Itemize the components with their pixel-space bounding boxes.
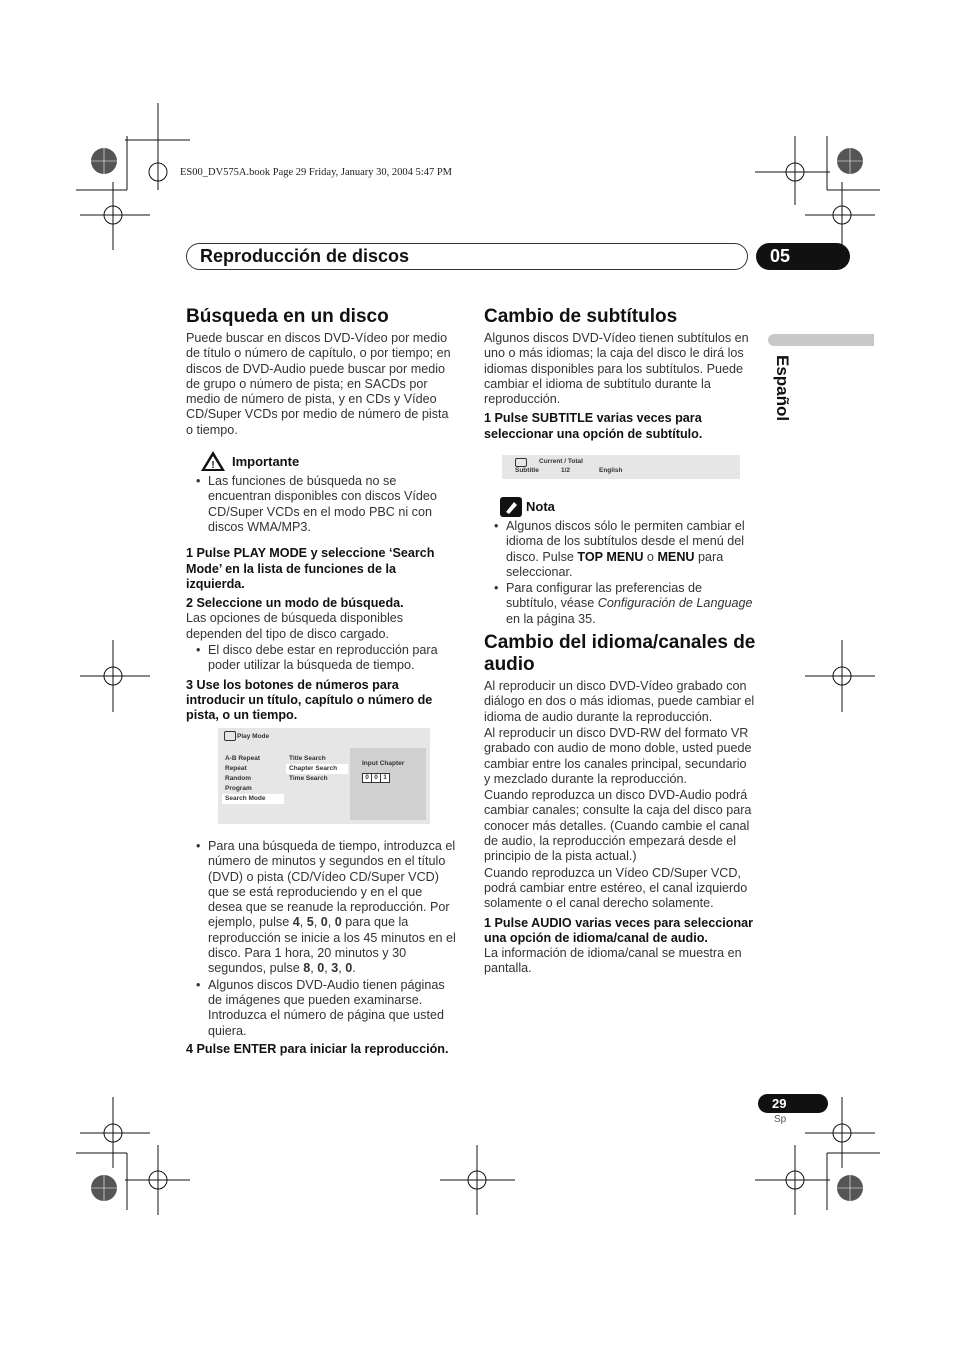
right-column-notes	[484, 499, 756, 977]
step-2-bullet: • El disco debe estar en reproducción para poder utilizar la búsqueda de tiempo.	[186, 643, 458, 674]
step-4: 4 Pulse ENTER para iniciar la reproducción.	[186, 1041, 449, 1056]
input-digit: 1	[381, 773, 390, 783]
play-mode-screen	[218, 728, 430, 824]
input-digit: 0	[372, 773, 381, 783]
chapter-number: 05	[756, 243, 850, 270]
step-2-text: Las opciones de búsqueda disponibles dependen del tipo de disco cargado.	[186, 611, 404, 641]
pages-bullet: • Algunos discos DVD-Audio tienen páginas de imágenes que pueden examinarse. Introduzca el número de página que usted quiera.	[186, 978, 458, 1039]
subtitle-intro: Algunos discos DVD-Vídeo tienen subtítulos en uno o más idiomas; la caja del disco le dirá los idiomas disponibles para los subtítulos. Puede cambiar el idioma de subtítulo durante la reproducción.	[484, 331, 749, 407]
sub-item-selected: Chapter Search	[286, 764, 348, 774]
audio-p1: Al reproducir un disco DVD-Vídeo grabado con diálogo en dos o más idiomas, puede cambiar el idioma de audio durante la reproducción.	[484, 679, 755, 724]
note-bullet-1: • Algunos discos sólo le permiten cambiar el idioma de los subtítulos desde el menú del disco. Pulse TOP MENU o MENU para seleccionar.	[484, 519, 756, 580]
search-intro: Puede buscar en discos DVD-Vídeo por medio de título o número de capítulo, o por tiempo; en discos de DVD-Audio puede buscar por medio de grupo o número de pista; en SACDs por medio de número de pista, y en CDs y Vídeo CD/Super VCDs por medio de número de pista o tiempo.	[186, 331, 451, 437]
subtitle-osd	[502, 455, 740, 479]
time-search-bullet: • Para una búsqueda de tiempo, introduzca el número de minutos y segundos en el título (DVD) o pista (CD/Vídeo CD/Super VCD) que se está reproduciendo y en el que desea que se reanude la reproducción. Por ejemplo, pulse 4, 5, 0, 0 para que la reproducción se inicie a los 45 minutos en el disco. Para 1 hora, 20 minutos y 30 segundos, pulse 8, 0, 3, 0.	[186, 839, 458, 977]
note-icon	[500, 497, 522, 517]
language-label: Español	[773, 355, 792, 422]
subtitle-heading: Cambio de subtítulos	[484, 306, 678, 327]
dvd-icon	[224, 731, 236, 741]
osd-label: Subtitle	[515, 467, 539, 474]
audio-p4: Cuando reproduzca un Vídeo CD/Super VCD, podrá cambiar entre estéreo, el canal izquierdo solamente o el canal derecho solamente.	[484, 865, 748, 911]
important-bullet: • Las funciones de búsqueda no se encuentran disponibles con discos Vídeo CD/Super VCDs en el modo PBC ni con discos WMA/MP3.	[186, 474, 458, 535]
audio-p5: La información de idioma/canal se muestra en pantalla.	[484, 946, 742, 976]
osd-language: English	[599, 467, 623, 474]
menu-item: Program	[225, 785, 252, 792]
language-code: Sp	[774, 1114, 787, 1125]
language-tab	[768, 334, 874, 346]
osd-value: 1/2	[561, 467, 571, 474]
menu-item: Random	[225, 775, 251, 782]
step-1: 1 Pulse PLAY MODE y seleccione ‘Search Mode’ en la lista de funciones de la izquierda.	[186, 546, 435, 591]
audio-p2: Al reproducir un disco DVD-RW del formato VR grabado con audio de mono doble, usted puede cambiar entre los canales principal, secundario y mezclado durante la reproducción.	[484, 725, 752, 786]
search-heading: Búsqueda en un disco	[186, 306, 389, 327]
menu-list	[222, 754, 284, 804]
input-panel	[350, 748, 426, 820]
note-label: Nota	[526, 499, 555, 514]
menu-item-selected: Search Mode	[222, 794, 284, 804]
audio-heading: Cambio del idioma/canales de audio	[484, 632, 756, 676]
right-column	[484, 306, 756, 442]
subtitle-icon	[515, 458, 527, 467]
sub-item: Title Search	[289, 755, 326, 762]
menu-item: A-B Repeat	[225, 755, 261, 762]
svg-text:!: !	[211, 460, 215, 472]
section-title: Reproducción de discos	[200, 246, 410, 266]
important-label: Importante	[232, 454, 300, 470]
subtitle-step-1: 1 Pulse SUBTITLE varias veces para seleccionar una opción de subtítulo.	[484, 411, 703, 441]
input-digit: 0	[362, 773, 372, 783]
screen-title: Play Mode	[237, 733, 270, 740]
sub-list	[286, 754, 348, 784]
page-number: 29	[758, 1094, 828, 1113]
note-bullet-2: • Para configurar las preferencias de subtítulo, véase Configuración de Language en la página 35.	[484, 581, 756, 627]
book-info-line: ES00_DV575A.book Page 29 Friday, January 30, 2004 5:47 PM	[180, 167, 453, 178]
osd-head: Current / Total	[539, 458, 583, 465]
menu-item: Repeat	[225, 765, 247, 772]
sub-item: Time Search	[289, 775, 328, 782]
left-column	[186, 306, 458, 724]
left-column-lower	[186, 839, 458, 1057]
step-3: 3 Use los botones de números para introducir un título, capítulo o número de pista, o un tiempo.	[186, 677, 433, 723]
input-label: Input Chapter	[362, 760, 405, 767]
audio-step-1: 1 Pulse AUDIO varias veces para seleccionar una opción de idioma/canal de audio.	[484, 915, 754, 945]
warning-icon	[200, 450, 226, 472]
audio-p3: Cuando reproduzca un disco DVD-Audio podrá cambiar canales; consulte la caja del disco para conocer más detalles. (Cuando cambie el canal de audio, la reproducción empezará desde el principio de la pista actual.)	[484, 788, 752, 864]
step-2: 2 Seleccione un modo de búsqueda.	[186, 596, 404, 611]
